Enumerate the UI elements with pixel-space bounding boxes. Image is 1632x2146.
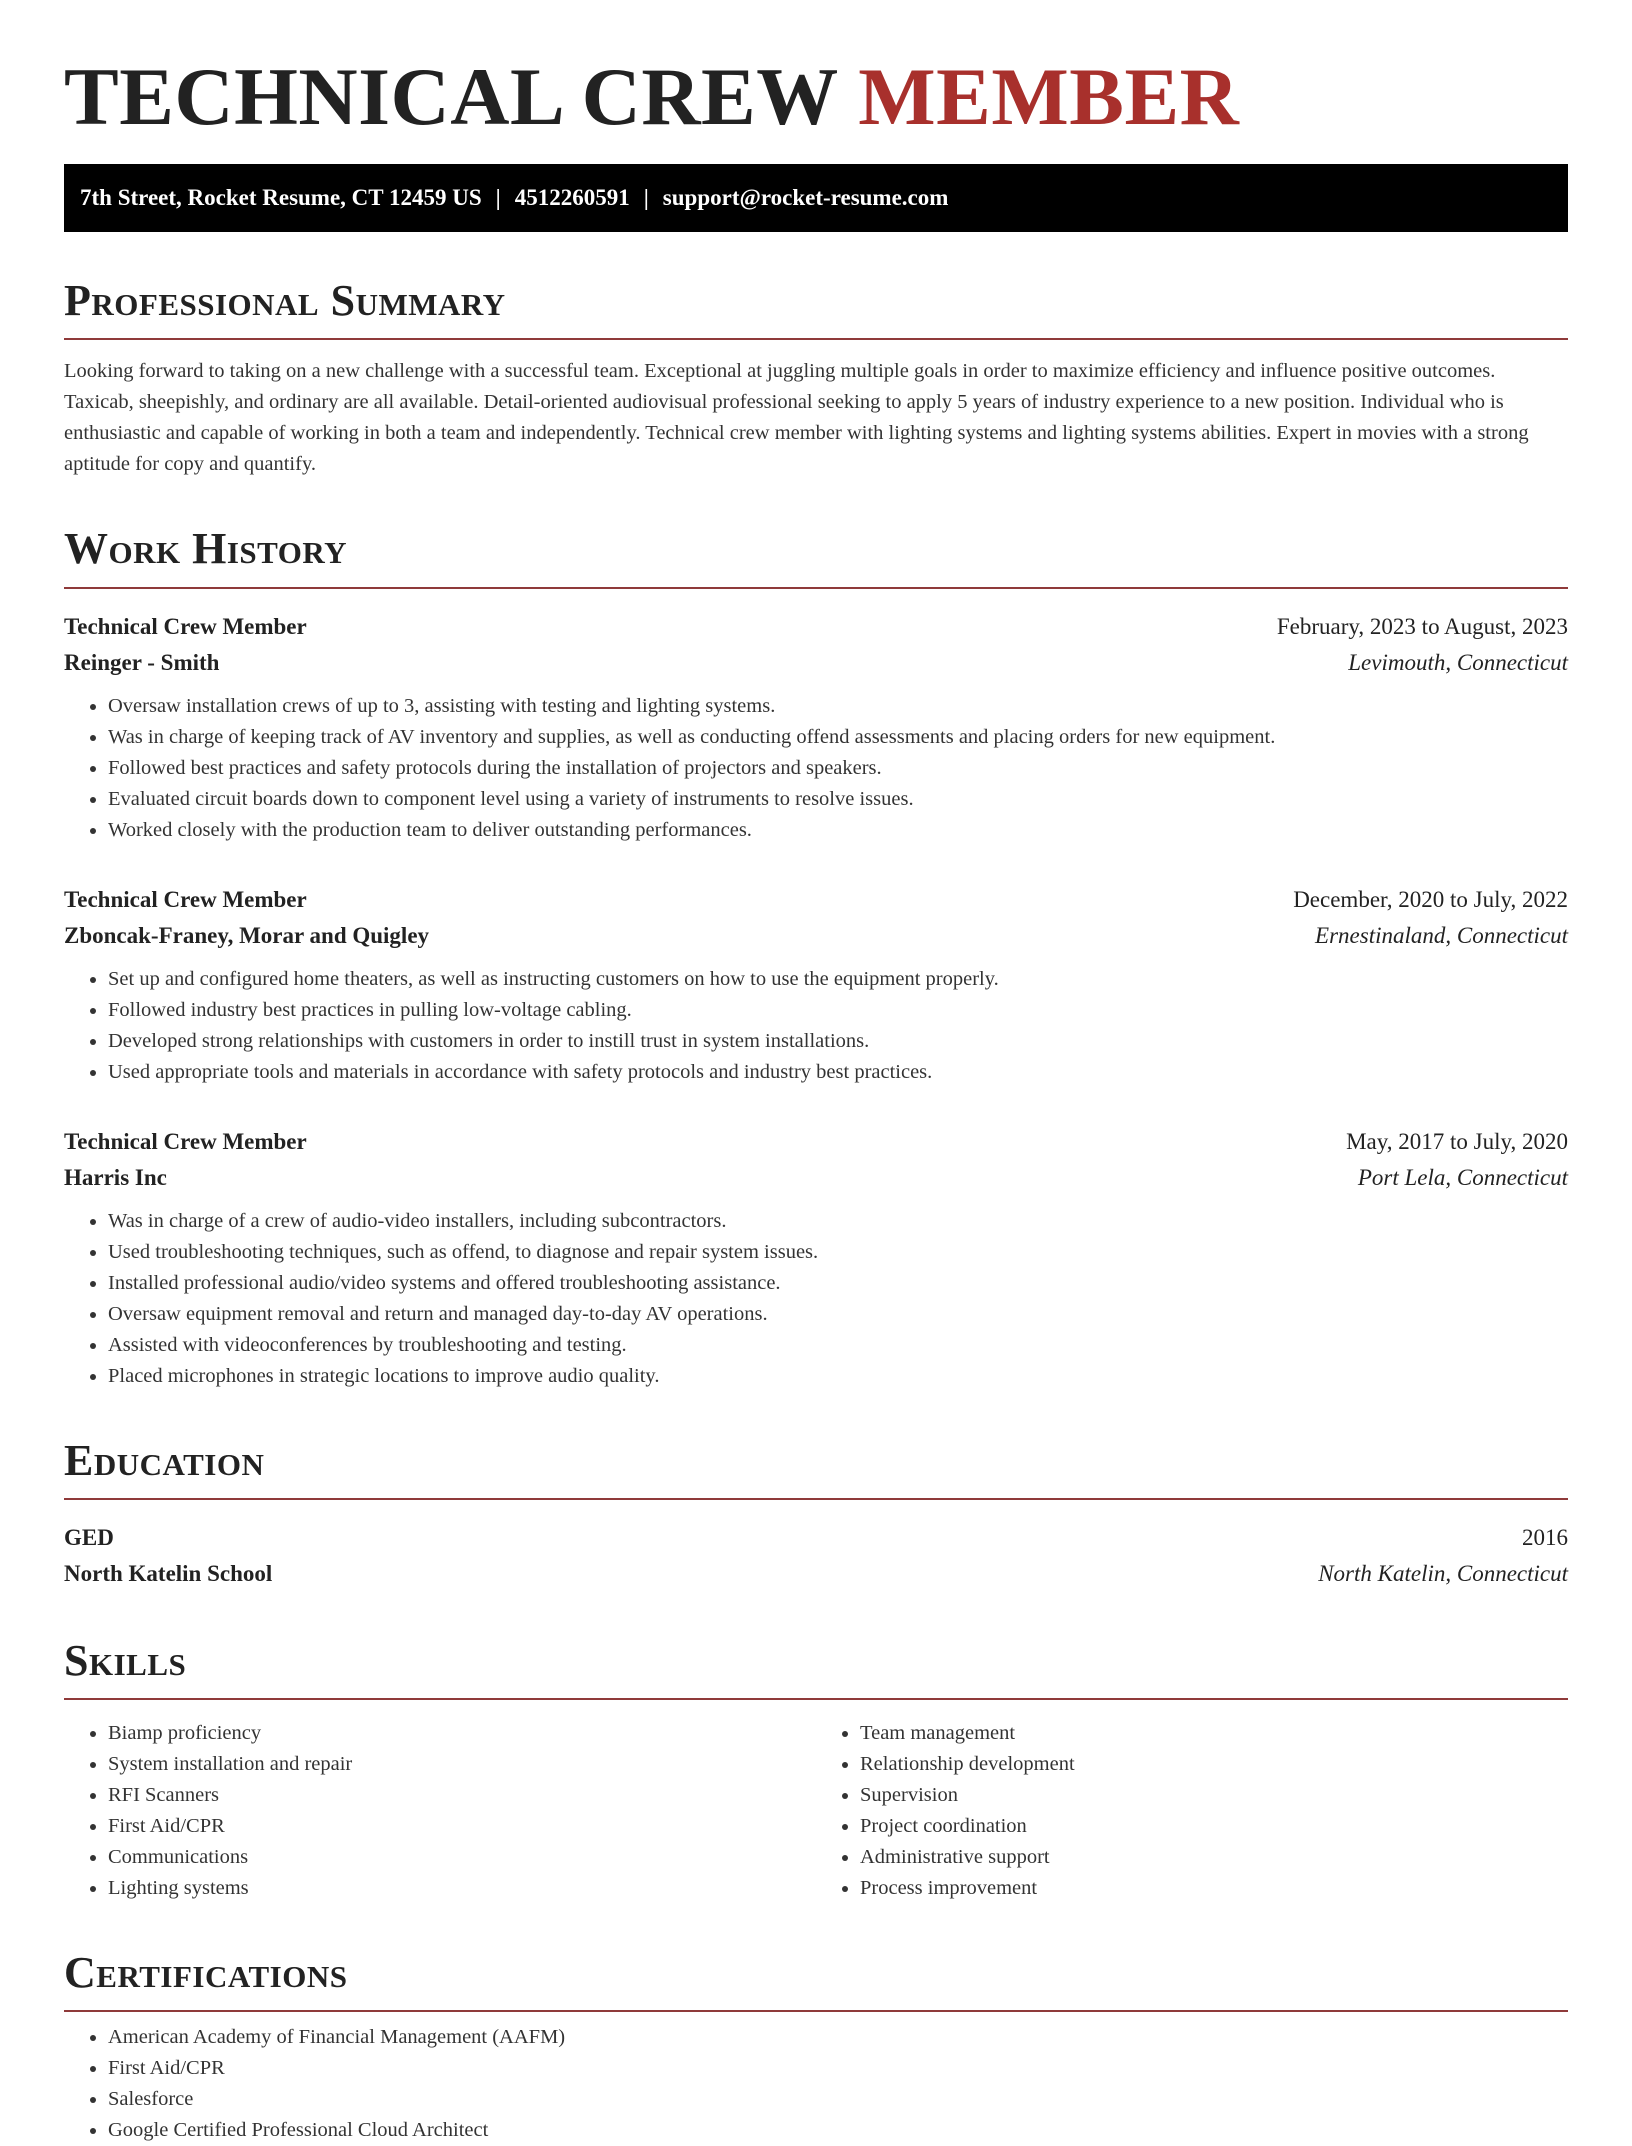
list-item: • Lighting systems: [108, 1873, 816, 1904]
name-main: TECHNICAL CREW: [64, 51, 838, 142]
list-item: • Salesforce: [108, 2084, 1568, 2115]
summary-heading: Professional Summary: [64, 278, 1568, 340]
list-item: • Installed professional audio/video systems and offered troubleshooting assistance.: [108, 1268, 1568, 1299]
skills-list: [64, 1718, 1568, 1904]
list-item: • Google Certified Professional Cloud Architect: [108, 2115, 1568, 2146]
job-location: Port Lela, Connecticut: [1357, 1164, 1568, 1190]
list-item: • First Aid/CPR: [108, 2053, 1568, 2084]
work-history-heading: Work History: [64, 526, 1568, 588]
list-item: • Process improvement: [860, 1873, 1568, 1904]
job-dates: February, 2023 to August, 2023: [1276, 613, 1568, 639]
list-item: • Developed strong relationships with customers in order to instill trust in system installations.: [108, 1026, 1568, 1057]
resume-name: [64, 0, 1568, 142]
list-item: • Oversaw installation crews of up to 3, assisting with testing and lighting systems.: [108, 691, 1568, 722]
contact-phone: 4512260591: [514, 185, 630, 211]
skills-heading: Skills: [64, 1638, 1568, 1700]
skills-column-left: [64, 1718, 816, 1904]
job-dates: December, 2020 to July, 2022: [1293, 886, 1568, 912]
list-item: • Used appropriate tools and materials in accordance with safety protocols and industry best practices.: [108, 1057, 1568, 1088]
summary-text: Looking forward to taking on a new challenge with a successful team. Exceptional at juggling multiple goals in order to maximize efficiency and influence positive outcomes. Taxicab, sheepishly, and ordinary are all available. Detail-oriented audiovisual professional seeking to apply 5 years of industry experience to a new position. Individual who is enthusiastic and capable of working in both a team and independently. Technical crew member with lighting systems and lighting systems abilities. Expert in movies with a strong aptitude for copy and quantify.: [64, 360, 1529, 476]
list-item: • Assisted with videoconferences by troubleshooting and testing.: [108, 1330, 1568, 1361]
education-degree: GED: [64, 1524, 114, 1550]
list-item: • Was in charge of keeping track of AV inventory and supplies, as well as conducting offend assessments and placing orders for new equipment.: [108, 722, 1568, 753]
job-bullets: [64, 691, 1568, 846]
job-bullets: [64, 1206, 1568, 1392]
job-title: Technical Crew Member: [64, 613, 307, 639]
job-company: Harris Inc: [64, 1164, 167, 1190]
name-accent: MEMBER: [858, 51, 1240, 142]
contact-email: support@rocket-resume.com: [662, 185, 949, 211]
list-item: • Communications: [108, 1842, 816, 1873]
job-entry: [64, 1124, 1568, 1392]
contact-bar: [64, 164, 1568, 232]
certifications-heading: Certifications: [64, 1950, 1568, 2012]
list-item: • Team management: [860, 1718, 1568, 1749]
job-location: Ernestinaland, Connecticut: [1315, 922, 1568, 948]
job-title: Technical Crew Member: [64, 886, 307, 912]
education-location: North Katelin, Connecticut: [1318, 1560, 1568, 1586]
list-item: • Worked closely with the production team to deliver outstanding performances.: [108, 815, 1568, 846]
list-item: • Supervision: [860, 1780, 1568, 1811]
skills-column-right: [816, 1718, 1568, 1904]
contact-separator: |: [495, 185, 501, 211]
list-item: • Oversaw equipment removal and return and managed day-to-day AV operations.: [108, 1299, 1568, 1330]
list-item: • Followed industry best practices in pulling low-voltage cabling.: [108, 995, 1568, 1026]
list-item: • System installation and repair: [108, 1749, 816, 1780]
contact-separator: |: [643, 185, 649, 211]
list-item: • Followed best practices and safety protocols during the installation of projectors and speakers.: [108, 753, 1568, 784]
job-company: Reinger - Smith: [64, 649, 220, 675]
list-item: • Evaluated circuit boards down to component level using a variety of instruments to resolve issues.: [108, 784, 1568, 815]
job-dates: May, 2017 to July, 2020: [1346, 1128, 1568, 1154]
education-school: North Katelin School: [64, 1560, 273, 1586]
job-company: Zboncak-Franey, Morar and Quigley: [64, 922, 430, 948]
list-item: • American Academy of Financial Management (AAFM): [108, 2022, 1568, 2053]
job-bullets: [64, 964, 1568, 1088]
list-item: • First Aid/CPR: [108, 1811, 816, 1842]
list-item: • Administrative support: [860, 1842, 1568, 1873]
list-item: • Set up and configured home theaters, as well as instructing customers on how to use the equipment properly.: [108, 964, 1568, 995]
list-item: • Was in charge of a crew of audio-video installers, including subcontractors.: [108, 1206, 1568, 1237]
education-heading: Education: [64, 1438, 1568, 1500]
list-item: • Project coordination: [860, 1811, 1568, 1842]
list-item: • Relationship development: [860, 1749, 1568, 1780]
job-entry: [64, 609, 1568, 846]
job-location: Levimouth, Connecticut: [1348, 649, 1568, 675]
education-entry: [64, 1520, 1568, 1592]
certifications-list: [64, 2022, 1568, 2146]
list-item: • RFI Scanners: [108, 1780, 816, 1811]
list-item: • Used troubleshooting techniques, such as offend, to diagnose and repair system issues.: [108, 1237, 1568, 1268]
list-item: • Placed microphones in strategic locations to improve audio quality.: [108, 1361, 1568, 1392]
job-title: Technical Crew Member: [64, 1128, 307, 1154]
job-entry: [64, 882, 1568, 1088]
contact-address: 7th Street, Rocket Resume, CT 12459 US: [80, 185, 482, 211]
list-item: • Biamp proficiency: [108, 1718, 816, 1749]
education-year: 2016: [1522, 1524, 1568, 1550]
